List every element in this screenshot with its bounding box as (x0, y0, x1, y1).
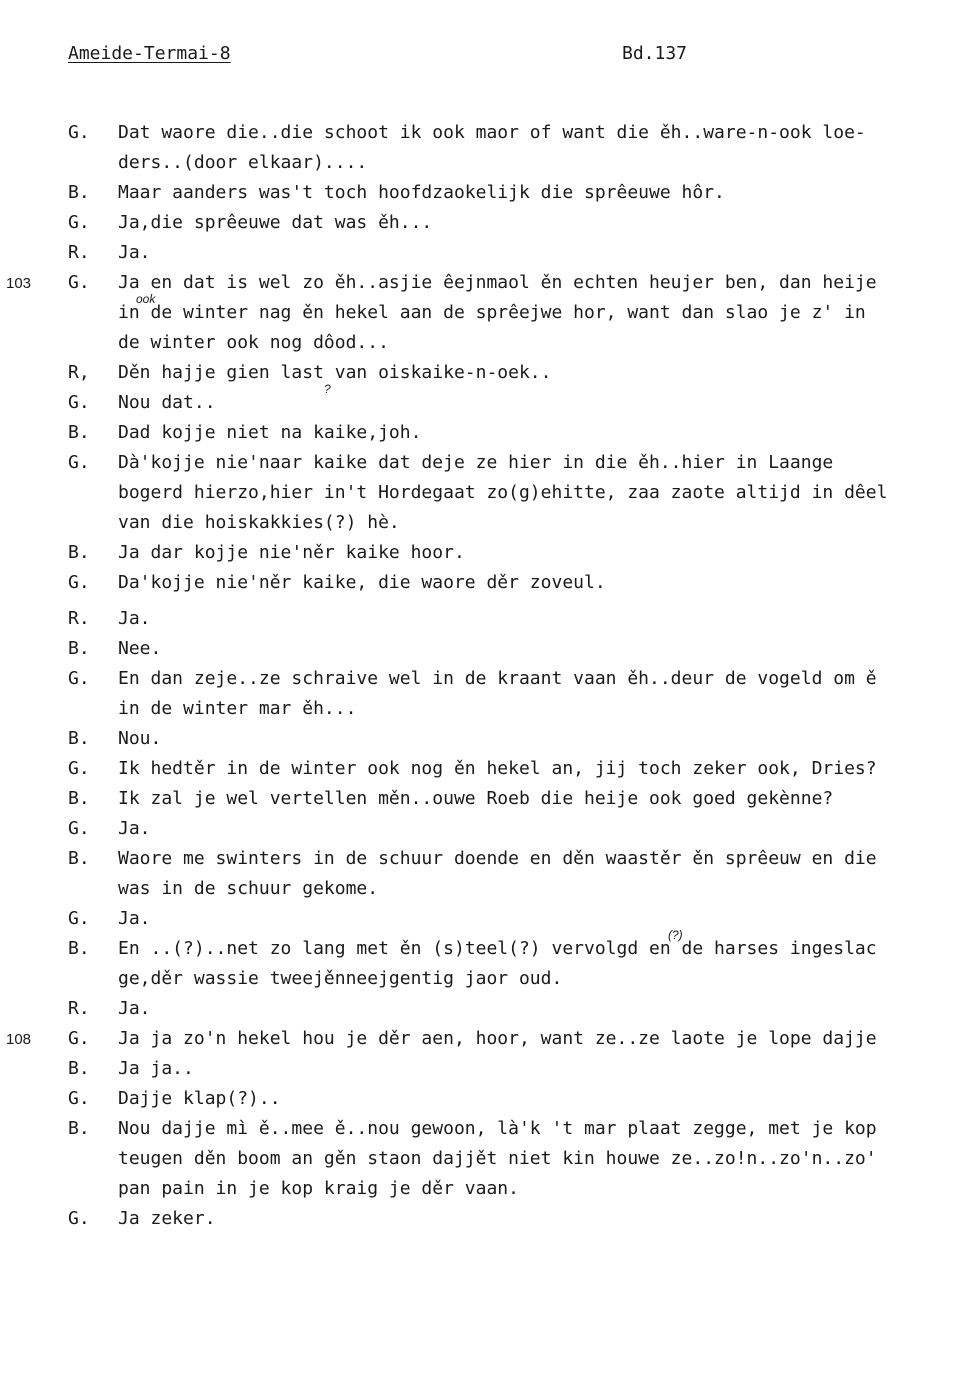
transcript-line (0, 538, 979, 568)
margin-line-number: 108 (6, 1031, 32, 1048)
utterance-text: En dan zeje..ze schraive wel in de kraant vaan ěh..deur de vogeld om ě (118, 668, 877, 689)
speaker-label: B. (68, 938, 90, 959)
utterance-text: Ja ja zo'n hekel hou je děr aen, hoor, want ze..ze laote je lope dajje (118, 1028, 877, 1049)
utterance-text: bogerd hierzo,hier in't Hordegaat zo(g)ehitte, zaa zaote altijd in dêel (118, 482, 888, 503)
speaker-label: B. (68, 182, 90, 203)
transcript-line (0, 874, 979, 904)
utterance-text: teugen děn boom an gěn staon dajjět niet kin houwe ze..zo!n..zo'n..zo' (118, 1148, 877, 1169)
utterance-text: Dat waore die..die schoot ik ook maor of want die ěh..ware-n-ook loe- (118, 122, 866, 143)
transcript-line (0, 148, 979, 178)
utterance-text: Ja. (118, 818, 151, 839)
speaker-label: R, (68, 362, 90, 383)
transcript-line (0, 568, 979, 598)
transcript-line (0, 1024, 979, 1054)
utterance-text: Děn hajje gien last van oiskaike-n-oek.. (118, 362, 552, 383)
speaker-label: G. (68, 908, 90, 929)
utterance-text: Dad kojje niet na kaike,joh. (118, 422, 422, 443)
transcript-line (0, 928, 979, 964)
utterance-text: Dajje klap(?).. (118, 1088, 281, 1109)
speaker-label: G. (68, 1088, 90, 1109)
transcript-line (0, 178, 979, 208)
handwritten-annotation: ? (324, 382, 331, 396)
speaker-label: G. (68, 122, 90, 143)
handwritten-annotation: (?) (668, 928, 683, 942)
transcript-line (0, 418, 979, 448)
speaker-label: R. (68, 242, 90, 263)
speaker-label: R. (68, 608, 90, 629)
transcript-line (0, 478, 979, 508)
document-title: Ameide-Termai-8 (68, 43, 231, 64)
utterance-text: Ja dar kojje nie'něr kaike hoor. (118, 542, 465, 563)
transcript-line (0, 964, 979, 994)
speaker-label: B. (68, 728, 90, 749)
utterance-text: Dà'kojje nie'naar kaike dat deje ze hier in die ěh..hier in Laange (118, 452, 834, 473)
transcript-line (0, 292, 979, 328)
utterance-text: van die hoiskakkies(?) hè. (118, 512, 400, 533)
speaker-label: B. (68, 422, 90, 443)
utterance-text: Ik zal je wel vertellen měn..ouwe Roeb die heije ook goed gekènne? (118, 788, 834, 809)
speaker-label: G. (68, 452, 90, 473)
transcript-line (0, 208, 979, 238)
speaker-label: G. (68, 668, 90, 689)
utterance-text: Ja en dat is wel zo ěh..asjie êejnmaol ěn echten heujer ben, dan heije (118, 272, 877, 293)
utterance-text: Ja,die sprêeuwe dat was ěh... (118, 212, 433, 233)
speaker-label: G. (68, 818, 90, 839)
speaker-label: B. (68, 1118, 90, 1139)
utterance-text: pan pain in je kop kraig je děr vaan. (118, 1178, 519, 1199)
utterance-text: Ja zeker. (118, 1208, 216, 1229)
speaker-label: G. (68, 392, 90, 413)
utterance-text: Nou dajje mì ě..mee ě..nou gewoon, là'k 't mar plaat zegge, met je kop (118, 1118, 877, 1139)
transcript-line (0, 238, 979, 268)
utterance-text: Ja. (118, 242, 151, 263)
transcript-line (0, 604, 979, 634)
transcript-line (0, 118, 979, 148)
utterance-text: Nou. (118, 728, 162, 749)
utterance-text: Da'kojje nie'něr kaike, die waore děr zoveul. (118, 572, 606, 593)
transcript-line (0, 754, 979, 784)
speaker-label: G. (68, 758, 90, 779)
transcript-line (0, 328, 979, 358)
speaker-label: B. (68, 848, 90, 869)
speaker-label: B. (68, 788, 90, 809)
speaker-label: G. (68, 572, 90, 593)
utterance-text: Nou dat.. (118, 392, 216, 413)
transcript-line (0, 1114, 979, 1144)
transcript-line (0, 1204, 979, 1234)
page-reference: Bd.137 (622, 43, 688, 64)
utterance-text: Ik hedtěr in de winter ook nog ěn hekel an, jij toch zeker ook, Dries? (118, 758, 877, 779)
utterance-text: Waore me swinters in de schuur doende en děn waastěr ěn sprêeuw en die (118, 848, 877, 869)
speaker-label: G. (68, 1208, 90, 1229)
speaker-label: G. (68, 212, 90, 233)
utterance-text: Maar aanders was't toch hoofdzaokelijk die sprêeuwe hôr. (118, 182, 725, 203)
margin-line-number: 103 (6, 275, 32, 292)
handwritten-annotation: ook (136, 292, 156, 306)
transcript-line (0, 844, 979, 874)
utterance-text: En ..(?)..net zo lang met ěn (s)teel(?) vervolgd en de harses ingeslac (118, 938, 877, 959)
utterance-text: de winter ook nog dôod... (118, 332, 389, 353)
transcript-line (0, 382, 979, 418)
transcript-line (0, 784, 979, 814)
transcript-line (0, 904, 979, 934)
transcript-line (0, 664, 979, 694)
speaker-label: B. (68, 1058, 90, 1079)
transcript-line (0, 1144, 979, 1174)
speaker-label: G. (68, 272, 90, 293)
utterance-text: ders..(door elkaar).... (118, 152, 368, 173)
utterance-text: Ja. (118, 608, 151, 629)
speaker-label: R. (68, 998, 90, 1019)
speaker-label: B. (68, 542, 90, 563)
utterance-text: in de winter mar ěh... (118, 698, 357, 719)
transcript-line (0, 994, 979, 1024)
transcript-line (0, 508, 979, 538)
utterance-text: was in de schuur gekome. (118, 878, 379, 899)
transcript-line (0, 694, 979, 724)
speaker-label: B. (68, 638, 90, 659)
transcript-line (0, 358, 979, 388)
transcript-line (0, 1084, 979, 1114)
speaker-label: G. (68, 1028, 90, 1049)
utterance-text: Nee. (118, 638, 162, 659)
transcript-line (0, 1174, 979, 1204)
transcript-line (0, 724, 979, 754)
transcript-line (0, 448, 979, 478)
transcript-body (0, 118, 979, 1234)
transcript-line (0, 634, 979, 664)
transcript-line (0, 1054, 979, 1084)
utterance-text: Ja. (118, 998, 151, 1019)
transcript-line (0, 814, 979, 844)
utterance-text: in de winter nag ěn hekel aan de sprêejwe hor, want dan slao je z' in (118, 302, 866, 323)
utterance-text: Ja. (118, 908, 151, 929)
utterance-text: Ja ja.. (118, 1058, 194, 1079)
utterance-text: ge,děr wassie tweejěnneejgentig jaor oud. (118, 968, 563, 989)
